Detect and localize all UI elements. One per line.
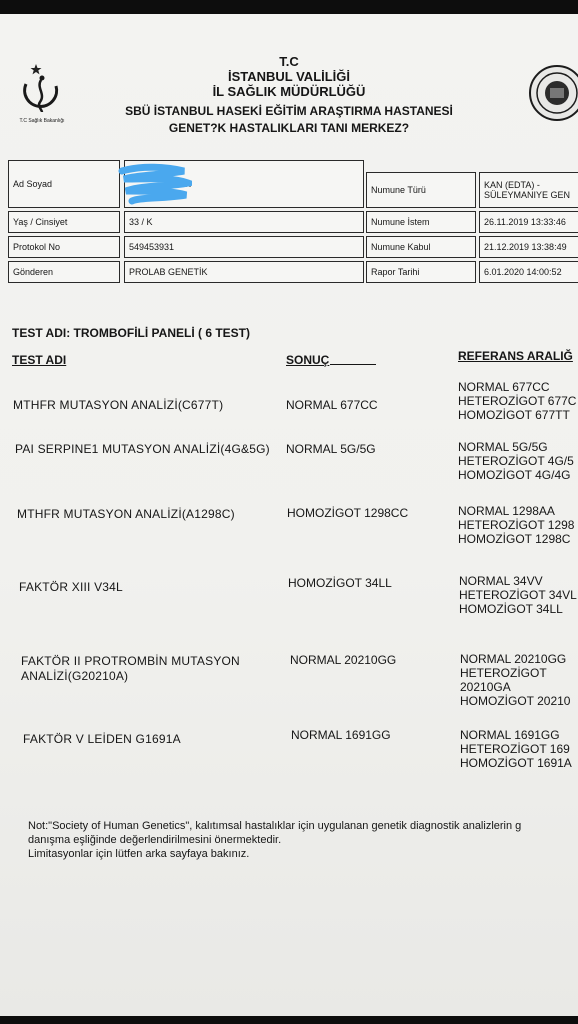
- test-4-ref-normal: NORMAL 34VV: [459, 574, 543, 588]
- test-panel-title: TEST ADI: TROMBOFİLİ PANELİ ( 6 TEST): [12, 326, 250, 340]
- header-mudurluk: İL SAĞLIK MÜDÜRLÜĞÜ: [212, 84, 366, 99]
- test-5-name-line-2: ANALİZİ(G20210A): [21, 669, 129, 683]
- test-1-name: MTHFR MUTASYON ANALİZİ(C677T): [13, 398, 224, 412]
- header-hospital: SBÜ İSTANBUL HASEKİ EĞİTİM ARAŞTIRMA HASTANESİ: [125, 104, 453, 118]
- sample-type-label: Numune Türü: [366, 172, 476, 208]
- test-2-ref-normal: NORMAL 5G/5G: [458, 440, 548, 454]
- sample-accept-value: 21.12.2019 13:38:49: [479, 236, 578, 258]
- column-reference: REFERANS ARALIĞ: [458, 349, 573, 363]
- age-label: Yaş / Cinsiyet: [8, 211, 120, 233]
- name-value: K: [124, 160, 364, 208]
- header-center: GENET?K HASTALIKLARI TANI MERKEZ?: [168, 121, 410, 135]
- header-valilik: İSTANBUL VALİLİĞİ: [227, 69, 351, 84]
- name-label: Ad Soyad: [8, 160, 120, 208]
- sample-request-value: 26.11.2019 13:33:46: [479, 211, 578, 233]
- test-6-ref-hetero: HETEROZİGOT 169: [460, 742, 570, 756]
- test-3-ref-hetero: HETEROZİGOT 1298: [458, 518, 575, 532]
- logo-caption: T.C Sağlık Bakanlığı: [19, 118, 65, 124]
- test-6-ref-homo: HOMOZİGOT 1691A: [460, 756, 572, 770]
- note-line-2: danışma eşliğinde değerlendirilmesini önermektedir.: [28, 834, 282, 846]
- test-5-ref-hetero: HETEROZİGOT: [460, 666, 547, 680]
- test-3-name: MTHFR MUTASYON ANALİZİ(A1298C): [17, 507, 235, 521]
- test-5-ref-hetero-value: 20210GA: [460, 680, 511, 694]
- test-5-reference: [460, 652, 570, 708]
- test-5-result: NORMAL 20210GG: [290, 653, 397, 667]
- test-2-ref-hetero: HETEROZİGOT 4G/5: [458, 454, 574, 468]
- result-heading-underline: [330, 364, 376, 365]
- column-test-name: TEST ADI: [12, 353, 67, 367]
- sample-type-line-2: SÜLEYMANIYE GEN: [484, 190, 571, 200]
- sample-request-label: Numune İstem: [366, 211, 476, 233]
- report-page: [0, 14, 578, 1016]
- test-2-result: NORMAL 5G/5G: [286, 442, 376, 456]
- protocol-value: 549453931: [124, 236, 364, 258]
- test-1-reference: [458, 380, 576, 422]
- test-3-ref-homo: HOMOZİGOT 1298C: [458, 532, 571, 546]
- sample-accept-label: Numune Kabul: [366, 236, 476, 258]
- test-4-result: HOMOZİGOT 34LL: [288, 576, 392, 590]
- test-2-reference: [458, 440, 574, 482]
- age-value: 33 / K: [124, 211, 364, 233]
- report-date-value: 6.01.2020 14:00:52: [479, 261, 578, 283]
- test-6-name: FAKTÖR V LEİDEN G1691A: [23, 732, 181, 746]
- test-1-ref-homo: HOMOZİGOT 677TT: [458, 408, 570, 422]
- column-result: SONUÇ: [286, 353, 330, 367]
- test-5-ref-normal: NORMAL 20210GG: [460, 652, 567, 666]
- test-2-name: PAI SERPINE1 MUTASYON ANALİZİ(4G&5G): [15, 442, 270, 456]
- sample-type-value: [479, 172, 578, 208]
- test-3-reference: [458, 504, 574, 546]
- test-3-ref-normal: NORMAL 1298AA: [458, 504, 555, 518]
- redaction-scribble: [112, 163, 192, 205]
- sender-value: PROLAB GENETİK: [124, 261, 364, 283]
- test-1-ref-hetero: HETEROZİGOT 677C: [458, 394, 577, 408]
- test-3-result: HOMOZİGOT 1298CC: [287, 506, 409, 520]
- test-1-result: NORMAL 677CC: [286, 398, 378, 412]
- test-6-reference: [460, 728, 572, 770]
- sender-label: Gönderen: [8, 261, 120, 283]
- test-5-ref-homo: HOMOZİGOT 20210: [460, 694, 571, 708]
- test-5-name: [21, 654, 240, 684]
- test-6-result: NORMAL 1691GG: [291, 728, 391, 742]
- note-line-1: Not:"Society of Human Genetics", kalıtımsal hastalıklar için uygulanan genetik diagnostik analizlerin g: [28, 820, 522, 832]
- protocol-label: Protokol No: [8, 236, 120, 258]
- test-4-reference: [459, 574, 577, 616]
- test-2-ref-homo: HOMOZİGOT 4G/4G: [458, 468, 571, 482]
- test-4-ref-hetero: HETEROZİGOT 34VL: [459, 588, 577, 602]
- test-6-ref-normal: NORMAL 1691GG: [460, 728, 560, 742]
- test-1-ref-normal: NORMAL 677CC: [458, 380, 550, 394]
- note-line-3: Limitasyonlar için lütfen arka sayfaya bakınız.: [28, 848, 250, 860]
- test-5-name-line-1: FAKTÖR II PROTROMBİN MUTASYON: [21, 654, 240, 668]
- sample-type-line-1: KAN (EDTA) -: [484, 179, 540, 190]
- test-4-name: FAKTÖR XIII V34L: [19, 580, 123, 594]
- test-4-ref-homo: HOMOZİGOT 34LL: [459, 602, 563, 616]
- report-date-label: Rapor Tarihi: [366, 261, 476, 283]
- header-tc: T.C: [279, 54, 299, 69]
